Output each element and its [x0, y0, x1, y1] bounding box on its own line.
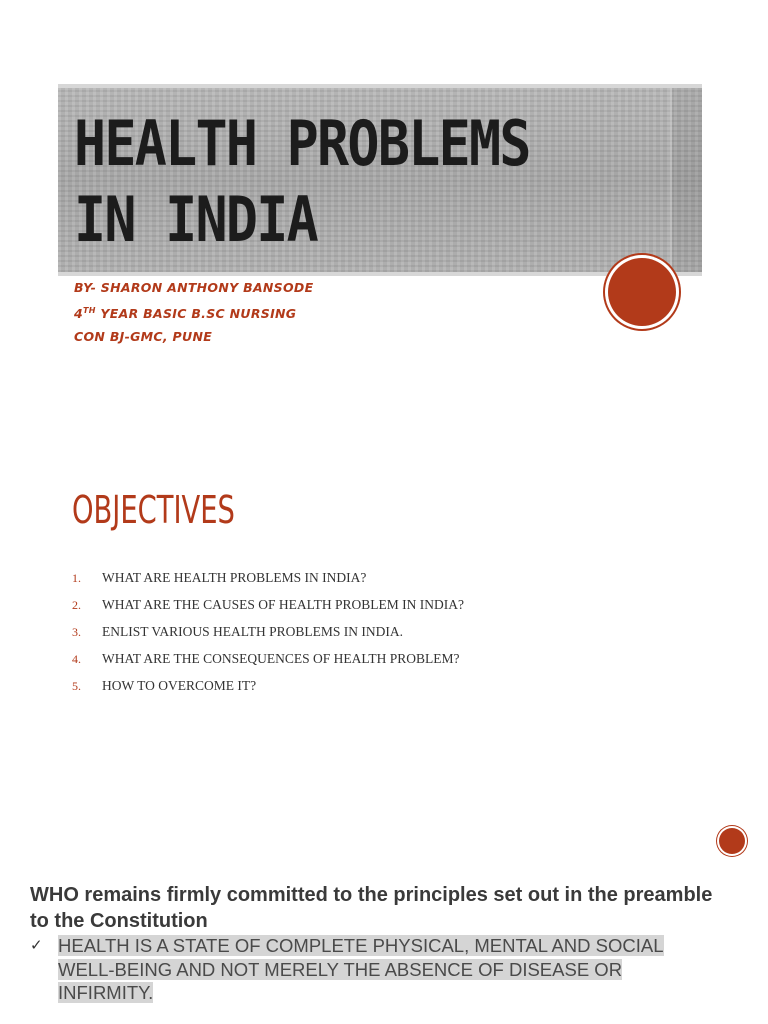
list-number: 3. [72, 625, 81, 639]
list-text: WHAT ARE THE CONSEQUENCES OF HEALTH PROBLEM? [102, 651, 460, 666]
list-number: 1. [72, 571, 81, 585]
list-text: ENLIST VARIOUS HEALTH PROBLEMS IN INDIA. [102, 624, 404, 639]
presentation-title: HEALTH PROBLEMS IN INDIA [74, 107, 530, 256]
byline-institution: CON BJ-GMC, PUNE [74, 329, 213, 345]
title-slide [0, 0, 768, 440]
who-definition-slide [0, 800, 768, 1024]
objectives-slide [0, 440, 768, 780]
red-circle-icon [608, 258, 676, 326]
list-item [72, 676, 464, 703]
title-band [58, 84, 702, 276]
who-heading: WHO remains firmly committed to the principles set out in the preamble to the Constitution [30, 884, 713, 932]
list-item [72, 649, 464, 676]
objectives-title: OBJECTIVES [72, 488, 235, 532]
objectives-list [72, 568, 464, 703]
definition-point [30, 934, 730, 1005]
definition-text: HEALTH IS A STATE OF COMPLETE PHYSICAL, MENTAL AND SOCIAL WELL-BEING AND NOT MERELY THE ABSENCE OF DISEASE OR INFIRMITY. [58, 935, 664, 1003]
red-circle-icon [719, 828, 745, 854]
list-item [72, 595, 464, 622]
list-text: HOW TO OVERCOME IT? [102, 678, 257, 693]
author-byline [74, 276, 313, 348]
byline-author: BY- SHARON ANTHONY BANSODE [74, 280, 314, 295]
list-text: WHAT ARE HEALTH PROBLEMS IN INDIA? [102, 570, 367, 585]
list-number: 5. [72, 679, 81, 693]
byline-course: 4TH YEAR BASIC B.SC NURSING [74, 306, 297, 322]
list-item [72, 622, 464, 649]
list-text: WHAT ARE THE CAUSES OF HEALTH PROBLEM IN INDIA? [102, 597, 465, 612]
list-number: 2. [72, 598, 81, 612]
checkmark-icon: ✓ [30, 936, 43, 954]
list-number: 4. [72, 652, 81, 666]
list-item [72, 568, 464, 595]
title-band-edge [670, 88, 702, 272]
